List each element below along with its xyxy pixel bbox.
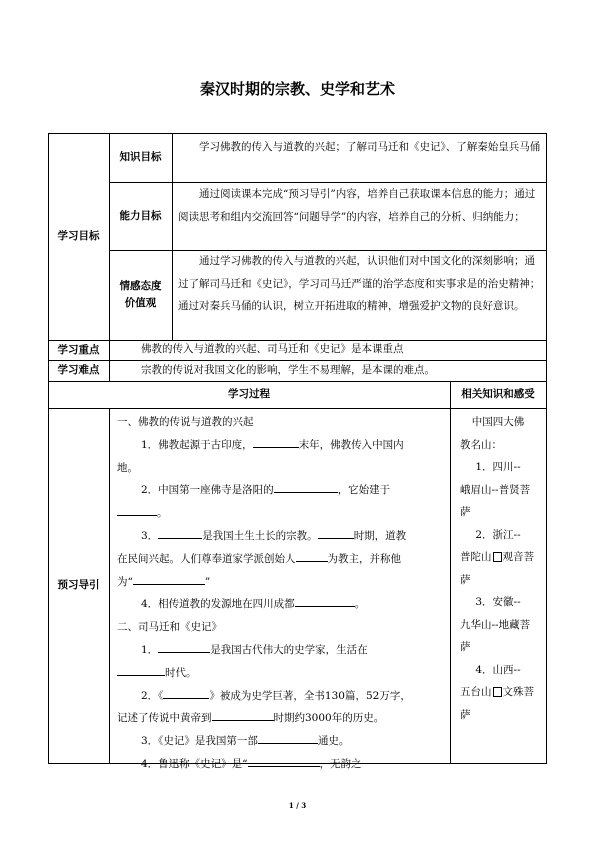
section1-q2: 2．中国第一座佛寺是洛阳的 ，它始建于	[117, 479, 443, 502]
related-item-4-end: 萨	[460, 708, 471, 721]
related-item-3-end: 萨	[460, 641, 471, 653]
section1-q3-cont2: 为“ ”	[117, 571, 443, 594]
section2-heading: 二、司马迁和《史记》	[117, 621, 222, 634]
missing-glyph-box	[493, 552, 502, 562]
section1-q1-cont: 地。	[117, 461, 138, 474]
section1-heading: 一、佛教的传说与道教的兴起	[117, 416, 254, 428]
related-item-2: 2．浙江--	[475, 528, 521, 541]
knowledge-objective-label: 知识目标	[119, 151, 162, 163]
difficult-point-label: 学习难点	[57, 364, 100, 376]
related-knowledge	[452, 411, 544, 726]
ability-objective-text: 通过阅读课本完成“预习导引”内容，培养自己获取课本信息的能力；通过阅读思考和组内交流回答“问题导学”的内容，培养自己的分析、归纳能力；	[178, 188, 536, 223]
section2-q1-cont: 时代。	[117, 662, 443, 685]
section2-q1: 1． 是我国古代伟大的史学家，生活在	[117, 639, 443, 662]
answer-blank[interactable]	[274, 480, 338, 493]
section1-q1: 1．佛教起源于古印度， 末年，佛教传入中国内	[117, 434, 443, 457]
related-item-4: 4．山西--	[475, 663, 521, 676]
answer-blank[interactable]	[258, 731, 318, 744]
page-title: 秦汉时期的宗教、史学和艺术	[199, 80, 395, 98]
key-point-label: 学习重点	[57, 343, 100, 356]
answer-blank[interactable]	[253, 435, 299, 448]
objectives-label: 学习目标	[57, 230, 100, 242]
knowledge-objective-text: 学习佛教的传入与道教的兴起；了解司马迁和《史记》、了解秦始皇兵马俑	[199, 141, 541, 153]
preview-content	[117, 411, 443, 776]
related-header: 相关知识和感受	[461, 388, 535, 400]
related-item-4-detail: 五台山 文殊菩	[460, 686, 534, 698]
related-item-2-end: 萨	[460, 573, 471, 586]
section1-q4: 4．相传道教的发源地在四川成都 。	[117, 593, 443, 616]
answer-blank[interactable]	[133, 572, 205, 585]
section2-q4: 4．鲁迅称《史记》是“ ，无韵之	[117, 753, 443, 776]
ability-objective-label: 能力目标	[119, 209, 162, 222]
related-item-2-detail: 普陀山 观音菩	[460, 551, 534, 563]
answer-blank[interactable]	[117, 503, 157, 516]
related-item-1-end: 萨	[460, 506, 471, 518]
missing-glyph-box	[493, 687, 502, 697]
related-item-1-detail: 峨眉山--普贤菩	[460, 483, 531, 496]
section2-q2-cont: 记述了传说中黄帝到 时期约3000年的历史。	[117, 707, 443, 730]
answer-blank[interactable]	[158, 640, 210, 653]
section2-q3: 3．《史记》是我国第一部 通史。	[117, 730, 443, 753]
related-intro-cont: 教名山：	[460, 438, 502, 451]
section2-q2: 2．《 》被成为史学巨著，全书130篇，52万字，	[117, 685, 443, 708]
answer-blank[interactable]	[248, 754, 320, 767]
emotion-label-line1: 情感态度	[119, 280, 162, 292]
section1-q2-cont: 。	[117, 502, 443, 525]
answer-blank[interactable]	[163, 686, 209, 699]
answer-blank[interactable]	[212, 708, 274, 721]
difficult-point-text: 宗教的传说对我国文化的影响，学生不易理解，是本课的难点。	[141, 364, 435, 376]
process-header: 学习过程	[228, 388, 270, 400]
section1-q3-cont: 在民间兴起。人们尊奉道家学派创始人 为教主，并称他	[117, 548, 443, 571]
answer-blank[interactable]	[296, 549, 328, 562]
page-number: 1 / 3	[288, 801, 307, 810]
related-item-3: 3．安徽--	[475, 596, 521, 608]
section1-q3: 3． 是我国土生土长的宗教。 时期，道教	[117, 525, 443, 548]
related-intro: 中国四大佛	[471, 416, 525, 428]
emotion-objective-label	[109, 250, 172, 340]
answer-blank[interactable]	[117, 663, 165, 676]
related-item-1: 1．四川--	[475, 461, 521, 473]
answer-blank[interactable]	[318, 526, 354, 539]
emotion-objective-text: 通过学习佛教的传入与道教的兴起，认识他们对中国文化的深刻影响；通过了解司马迁和《史记》，学习司马迁严谨的治学态度和实事求是的治史精神；通过对秦兵马俑的认识，树立开拓进取的精神，增强爱护文物的良好意识。	[178, 255, 541, 312]
preview-label: 预习导引	[57, 579, 100, 591]
emotion-label-line2: 价值观	[124, 297, 157, 309]
key-point-text: 佛教的传入与道教的兴起、司马迁和《史记》是本课重点	[141, 343, 404, 355]
related-item-3-detail: 九华山--地藏菩	[460, 618, 531, 631]
answer-blank[interactable]	[158, 526, 202, 539]
answer-blank[interactable]	[295, 594, 355, 607]
